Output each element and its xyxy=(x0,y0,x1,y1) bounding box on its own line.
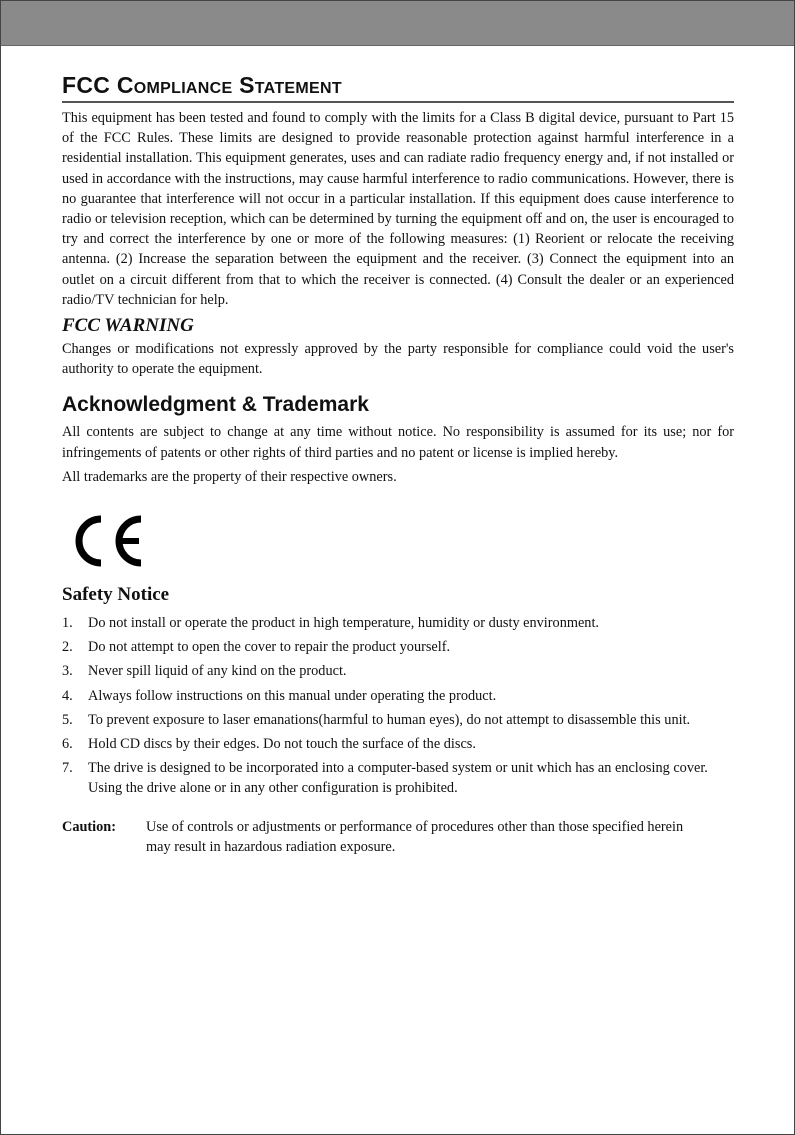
item-number: 6. xyxy=(62,736,73,753)
caution-text: Use of controls or adjustments or performance of procedures other than those specified herein may result in hazardous radiation exposure. xyxy=(146,818,684,855)
item-number: 7. xyxy=(62,760,73,777)
acknowledgment-text: All contents are subject to change at any time without notice. No responsibility is assumed for its use; nor for infringements of patents or other rights of third parties and no patent or license is implied hereby. xyxy=(62,424,734,461)
fcc-warning-text: Changes or modifications not expressly approved by the party responsible for compliance could void the user's authority to operate the equipment. xyxy=(62,341,734,378)
caution-note xyxy=(62,817,734,857)
item-text: Never spill liquid of any kind on the product. xyxy=(88,663,347,680)
item-number: 1. xyxy=(62,615,73,632)
fcc-warning-title: FCC WARNING xyxy=(62,315,194,337)
item-number: 3. xyxy=(62,663,73,680)
acknowledgment-title: Acknowledgment & Trademark xyxy=(62,393,369,417)
list-item xyxy=(62,686,734,706)
ce-mark-icon xyxy=(67,511,147,571)
header-bar xyxy=(1,1,794,46)
item-number: 5. xyxy=(62,711,73,728)
fcc-title: FCC Compliance Statement xyxy=(62,72,734,103)
list-item xyxy=(62,661,734,681)
trademark-text: All trademarks are the property of their respective owners. xyxy=(62,468,397,485)
item-text: Do not attempt to open the cover to repair the product yourself. xyxy=(88,639,451,656)
list-item xyxy=(62,734,734,754)
list-item xyxy=(62,710,734,730)
item-text: To prevent exposure to laser emanations(harmful to human eyes), do not attempt to disassemble this unit. xyxy=(88,711,691,728)
item-text: Hold CD discs by their edges. Do not touch the surface of the discs. xyxy=(88,736,476,753)
item-text: Always follow instructions on this manual under operating the product. xyxy=(88,687,497,704)
item-number: 2. xyxy=(62,639,73,656)
caution-label: Caution: xyxy=(62,818,117,835)
list-item xyxy=(62,613,734,633)
safety-notice-list xyxy=(62,613,734,799)
item-number: 4. xyxy=(62,687,73,704)
list-item xyxy=(62,758,734,798)
document-content xyxy=(62,72,734,857)
list-item xyxy=(62,637,734,657)
item-text: Do not install or operate the product in high temperature, humidity or dusty environment. xyxy=(88,615,600,632)
item-text: The drive is designed to be incorporated into a computer-based system or unit which has an enclosing cover. Using the drive alone or in any other configuration is prohibited. xyxy=(88,760,708,797)
fcc-statement-text: This equipment has been tested and found to comply with the limits for a Class B digital device, pursuant to Part 15 of the FCC Rules. These limits are designed to provide reasonable protection against harmful interference in a residential installation. This equipment generates, uses and can radiate radio frequency energy and, if not installed or used in accordance with the instructions, may cause harmful interference to radio communications. However, there is no guarantee that interference will not occur in a particular installation. If this equipment does cause interference to radio or television reception, which can be determined by turning the equipment off and on, the user is encouraged to try and correct the interference by one or more of the following measures: (1) Reorient or relocate the receiving antenna. (2) Increase the separation between the equipment and the receiver. (3) Connect the equipment into an outlet on a circuit different from that to which the receiver is connected. (4) Consult the dealer or an experienced radio/TV technician for help. xyxy=(62,110,734,308)
safety-notice-title: Safety Notice xyxy=(62,584,170,606)
